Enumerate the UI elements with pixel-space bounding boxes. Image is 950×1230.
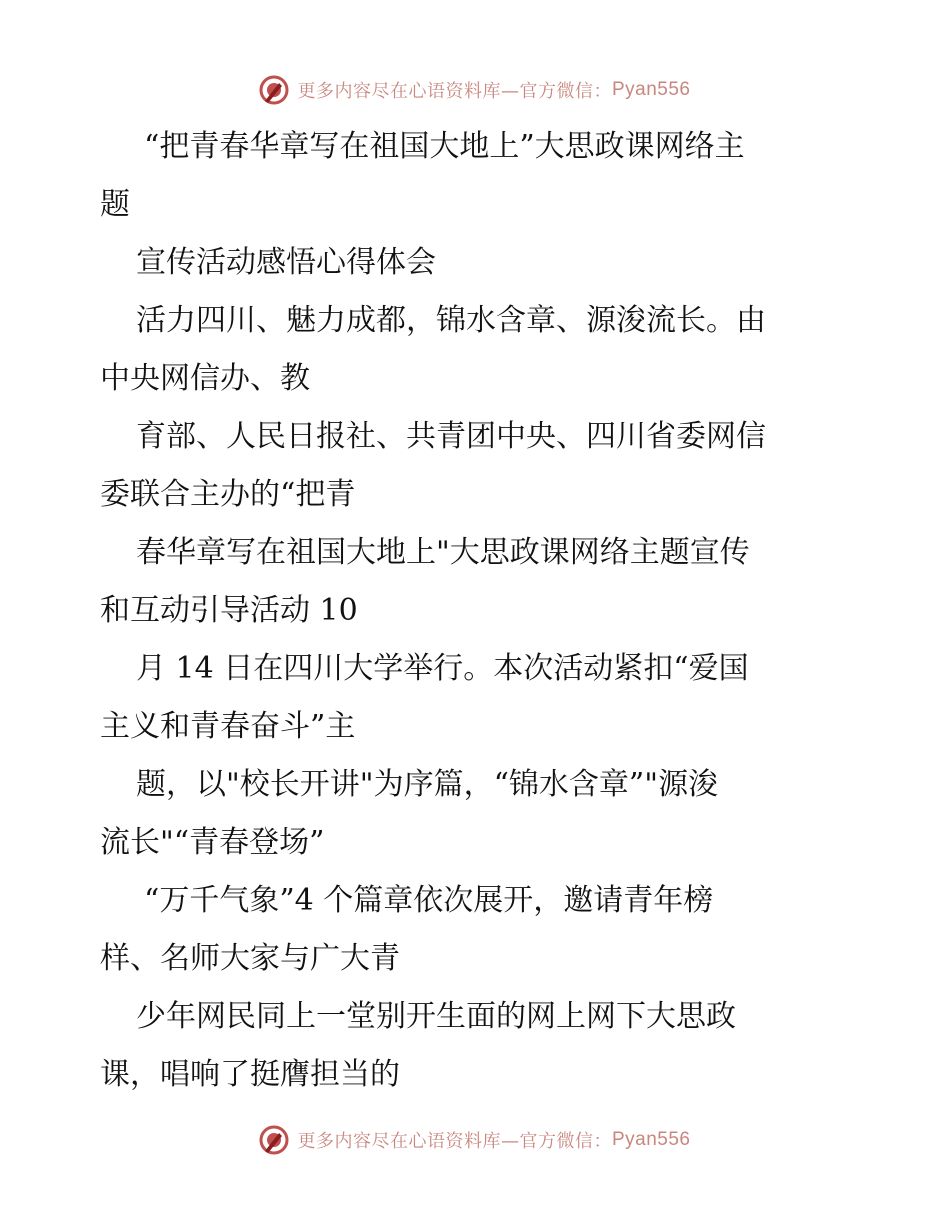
text-line: 主义和青春奋斗”主 — [100, 709, 356, 744]
header-banner — [0, 70, 950, 110]
text-line: 少年网民同上一堂别开生面的网上网下大思政 — [136, 999, 736, 1034]
text-line: 春华章写在祖国大地上"大思政课网络主题宣传 — [136, 535, 750, 570]
banner-wechat-id: Pyan556 — [611, 1129, 691, 1150]
text-line: 题 — [100, 187, 130, 222]
text-line: 样、名师大家与广大青 — [100, 941, 400, 976]
text-line: 宣传活动感悟心得体会 — [136, 245, 436, 280]
text-line: 月 14 日在四川大学举行。本次活动紧扣“爱国 — [136, 651, 749, 686]
banner-text: 更多内容尽在心语资料库—官方微信： — [297, 81, 612, 102]
document-body — [100, 118, 870, 1104]
text-line: “万千气象”4 个篇章依次展开，邀请青年榜 — [144, 883, 714, 918]
text-line: 题，以"校长开讲"为序篇，“锦水含章”"源浚 — [136, 767, 719, 802]
banner-wechat-id: Pyan556 — [611, 79, 691, 100]
text-line: “把青春华章写在祖国大地上”大思政课网络主 — [144, 129, 745, 164]
text-line: 和互动引导活动 10 — [100, 593, 358, 628]
text-line: 中央网信办、教 — [100, 361, 310, 396]
footer-banner — [0, 1120, 950, 1160]
banner-text: 更多内容尽在心语资料库—官方微信： — [297, 1131, 612, 1152]
pen-logo-icon — [259, 1125, 289, 1155]
text-line: 委联合主办的“把青 — [100, 477, 356, 512]
text-line: 育部、人民日报社、共青团中央、四川省委网信 — [136, 419, 766, 454]
text-line: 活力四川、魅力成都，锦水含章、源浚流长。由 — [136, 303, 766, 338]
pen-logo-icon — [259, 75, 289, 105]
text-line: 流长"“青春登场” — [100, 825, 325, 860]
text-line: 课，唱响了挺膺担当的 — [100, 1057, 400, 1092]
